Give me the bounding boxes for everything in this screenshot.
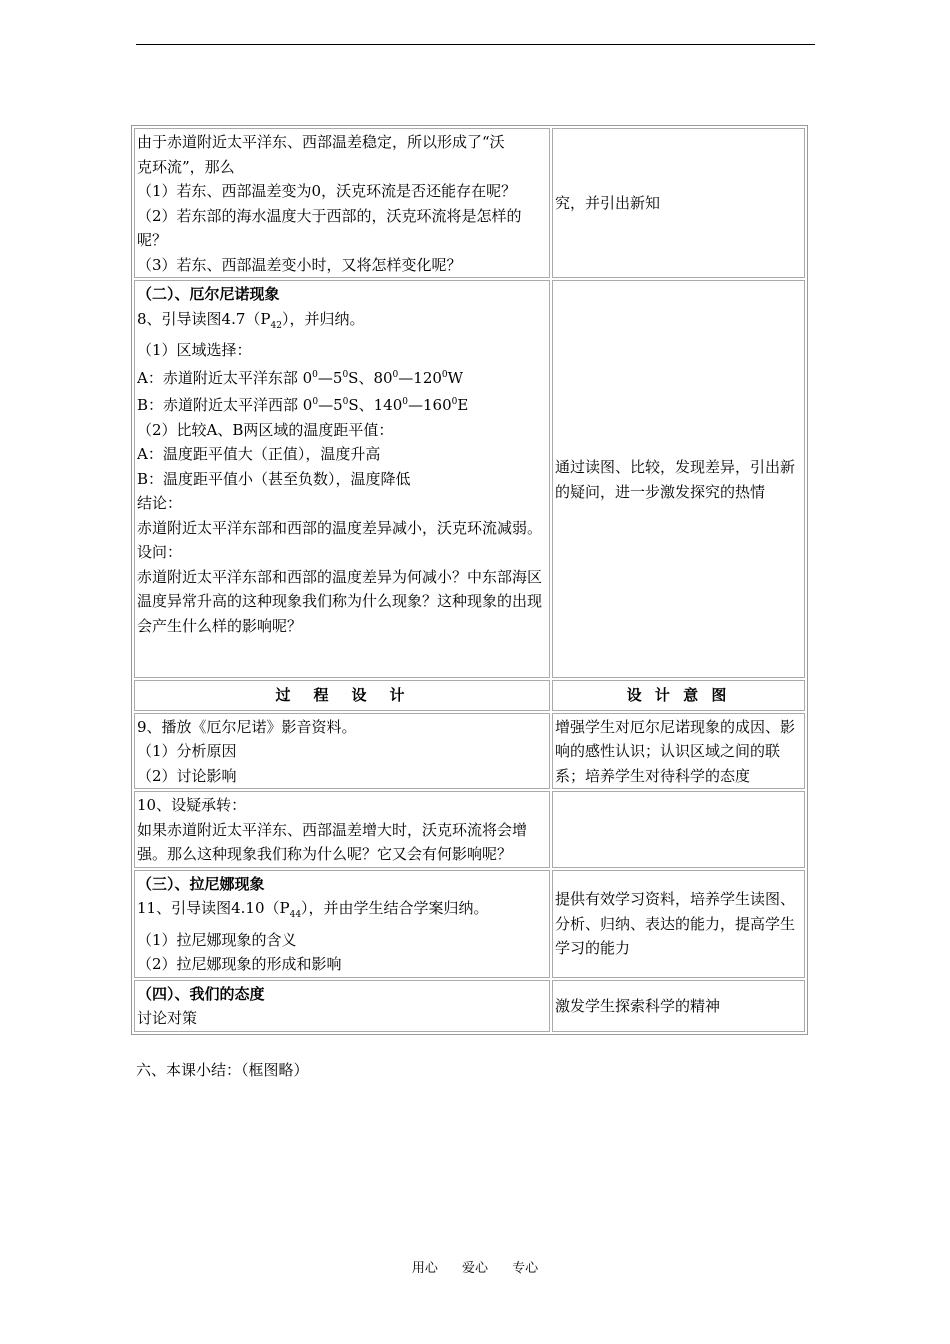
intent-cell [552,870,805,978]
process-cell [134,980,550,1032]
section-heading: （二）、厄尔尼诺现象 [137,285,280,303]
conclusion-text: 赤道附近太平洋东部和西部的温度差异减小，沃克环流减弱。 [137,518,543,537]
intent-cell [552,980,805,1032]
text-line: B：温度距平值小（甚至负数），温度降低 [137,469,411,488]
text-line: （2）若东部的海水温度大于西部的，沃克环流将是怎样的 [137,206,522,225]
intent-cell [552,128,805,278]
header-rule [136,44,815,45]
table-row [134,713,805,790]
intent-text: 激发学生探索科学的精神 [555,996,721,1015]
process-cell [134,280,550,678]
header-process: 过 程 设 计 [134,680,550,711]
process-cell [134,870,550,978]
text-line: 11、引导读图$4.10(P_{44})$，并由学生结合学案归纳。 [137,899,489,920]
intent-text: 提供有效学习资料，培养学生读图、分析、归纳、表达的能力，提高学生学习的能力 [555,890,796,958]
table-row [134,280,805,678]
text-line: 结论： [137,494,183,512]
text-line: 8、引导读图$4.7(P_{42})$，并归纳。 [137,309,365,331]
table-header-row [134,680,805,711]
lesson-design-table [131,125,808,1035]
intent-cell [552,713,805,790]
intent-text: 通过读图、比较，发现差异，引出新的疑问，进一步激发探究的热情 [555,458,796,501]
lesson-summary: 六、本课小结：（框图略） [136,1061,309,1079]
question-text: 赤道附近太平洋东部和西部的温度差异为何减小？中东部海区温度异常升高的这种现象我们称为什么现象？这种现象的出现会产生什么样的影响呢？ [137,567,543,635]
table-row [134,128,805,278]
section-heading: （四）、我们的态度 [137,984,265,1003]
process-cell [134,791,550,868]
text-line: A：温度距平值大（正值），温度升高 [137,445,381,463]
section-heading: （三）、拉尼娜现象 [137,874,265,893]
text-line: 设问： [137,543,183,561]
text-line: 10、设疑承转： [137,796,247,814]
text-line: （2）讨论影响 [137,766,237,785]
process-cell [134,128,550,278]
intent-text: 究，并引出新知 [555,194,661,213]
table-row [134,791,805,868]
text-line: （1）若东、西部温差变为0，沃克环流是否还能存在呢？ [137,182,517,200]
text-line: （3）若东、西部温差变小时，又将怎样变化呢？ [137,255,462,274]
text-line: 讨论对策 [137,1009,198,1027]
text-line: （1）区域选择： [137,341,252,359]
text-line: （2）比较A、B两区域的温度距平值： [137,420,394,439]
header-intent: 设 计 意 图 [552,680,805,711]
intent-cell [552,791,805,868]
text-line: 呢？ [137,231,168,249]
intent-cell [552,280,805,678]
text-line: （1）拉尼娜现象的含义 [137,930,297,949]
region-a-line: A：赤道附近太平洋东部 $0^0—5^0S$、$80^0—120^0W$ [137,368,464,387]
text-line: （1）分析原因 [137,742,237,760]
text-line: （2）拉尼娜现象的形成和影响 [137,955,342,973]
text-line: 由于赤道附近太平洋东、西部温差稳定，所以形成了“沃 [137,133,505,151]
text-line: 9、播放《厄尔尼诺》影音资料。 [137,717,357,736]
table-row [134,980,805,1032]
text-line: 克环流”，那么 [137,157,235,176]
page-footer: 用心 爱心 专心 [411,1261,539,1276]
process-cell [134,713,550,790]
intent-text: 增强学生对厄尔尼诺现象的成因、影响的感性认识；认识区域之间的联系；培养学生对待科学的态度 [555,717,796,785]
text-block: 如果赤道附近太平洋东、西部温差增大时，沃克环流将会增强。那么这种现象我们称为什么呢？它又会有何影响呢？ [137,820,528,863]
region-b-line: B：赤道附近太平洋西部 $0^0—5^0S$、$140^0—160^0E$ [137,396,469,414]
table-row [134,870,805,978]
